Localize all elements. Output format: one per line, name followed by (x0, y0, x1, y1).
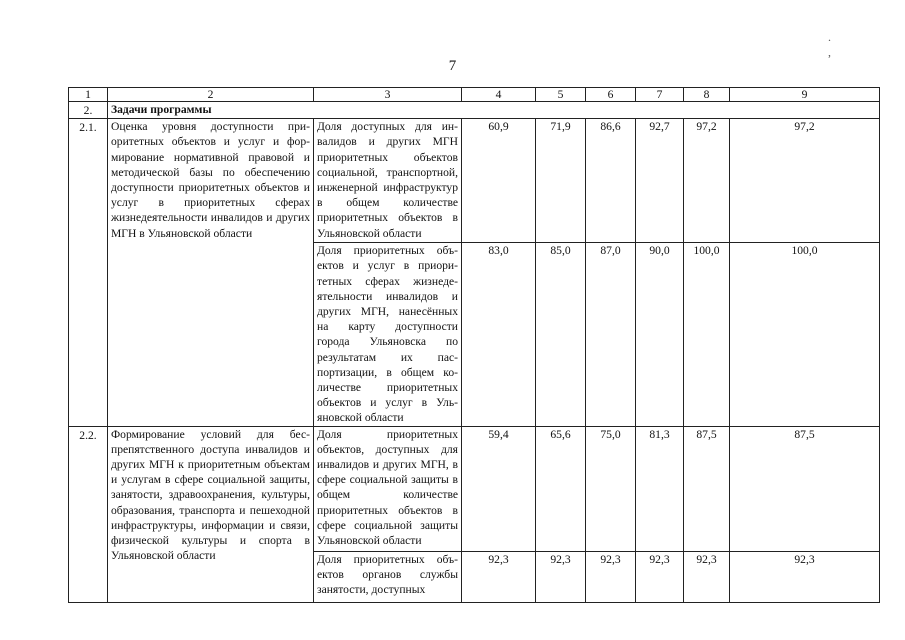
indicator-value: 87,5 (684, 426, 730, 551)
indicator-value: 92,3 (586, 551, 636, 602)
indicator-value: 90,0 (636, 243, 684, 426)
indicator-value: 65,6 (536, 426, 586, 551)
table-row (69, 119, 880, 243)
indicator-value: 87,5 (730, 426, 880, 551)
indicator-value: 92,3 (636, 551, 684, 602)
column-number: 3 (314, 88, 462, 102)
indicator-value: 86,6 (586, 119, 636, 243)
task-description: Формирование условий для беспрепятственного доступа инвалидов и других МГН к приоритетным объектам и услугам в сфере социальной защиты, занятости, здравоохранения, культуры, образования, транспорта и пешеходной инфраструктуры, информации и связи, физической культуры и спорта в Ульяновской области (108, 426, 314, 602)
column-number: 2 (108, 88, 314, 102)
indicator-value: 100,0 (684, 243, 730, 426)
task-number: 2.2. (69, 426, 108, 602)
column-number: 5 (536, 88, 586, 102)
indicator-value: 97,2 (730, 119, 880, 243)
section-title: Задачи программы (108, 102, 880, 119)
column-number: 9 (730, 88, 880, 102)
corner-marks: . , (828, 30, 859, 59)
indicator-value: 87,0 (586, 243, 636, 426)
column-number: 6 (586, 88, 636, 102)
indicator-value: 59,4 (462, 426, 536, 551)
indicator-value: 83,0 (462, 243, 536, 426)
indicators-table (68, 87, 880, 603)
page-number: 7 (448, 58, 457, 74)
indicator-value: 75,0 (586, 426, 636, 551)
indicator-value: 100,0 (730, 243, 880, 426)
indicator-value: 81,3 (636, 426, 684, 551)
indicator-text: Доля приоритетных объектов и услуг в приоритетных сферах жизнедеятельности инвалидов и других МГН, нанесённых на карту доступности города Ульяновска по результатам их паспортизации, в общем количестве приоритетных объектов и услуг в Ульяновской области (314, 243, 462, 426)
indicator-value: 92,3 (730, 551, 880, 602)
indicator-text: Доля доступных для инвалидов и других МГН приоритетных объектов социальной, транспортной, инженерной инфраструктур в общем количестве приоритетных объектов в Ульяновской области (314, 119, 462, 243)
indicator-text: Доля приоритетных объектов, доступных для инвалидов и других МГН, в сфере социальной защиты в общем количестве приоритетных объектов в сфере социальной защиты Ульяновской области (314, 426, 462, 551)
column-numbers-row (69, 88, 880, 102)
column-number: 8 (684, 88, 730, 102)
indicator-value: 71,9 (536, 119, 586, 243)
section-row (69, 102, 880, 119)
indicator-text: Доля приоритетных объектов органов службы занятости, доступных (314, 551, 462, 602)
table-row (69, 426, 880, 551)
indicator-value: 92,3 (462, 551, 536, 602)
section-number: 2. (69, 102, 108, 119)
indicator-value: 92,7 (636, 119, 684, 243)
indicator-value: 85,0 (536, 243, 586, 426)
column-number: 1 (69, 88, 108, 102)
column-number: 7 (636, 88, 684, 102)
task-number: 2.1. (69, 119, 108, 426)
column-number: 4 (462, 88, 536, 102)
indicator-value: 97,2 (684, 119, 730, 243)
indicator-value: 92,3 (684, 551, 730, 602)
indicator-value: 60,9 (462, 119, 536, 243)
task-description: Оценка уровня доступности приоритетных объектов и услуг и формирование нормативной правовой и методической базы по обеспечению доступности приоритетных объектов и услуг в приоритетных сферах жизнедеятельности инвалидов и других МГН в Ульяновской области (108, 119, 314, 426)
indicator-value: 92,3 (536, 551, 586, 602)
